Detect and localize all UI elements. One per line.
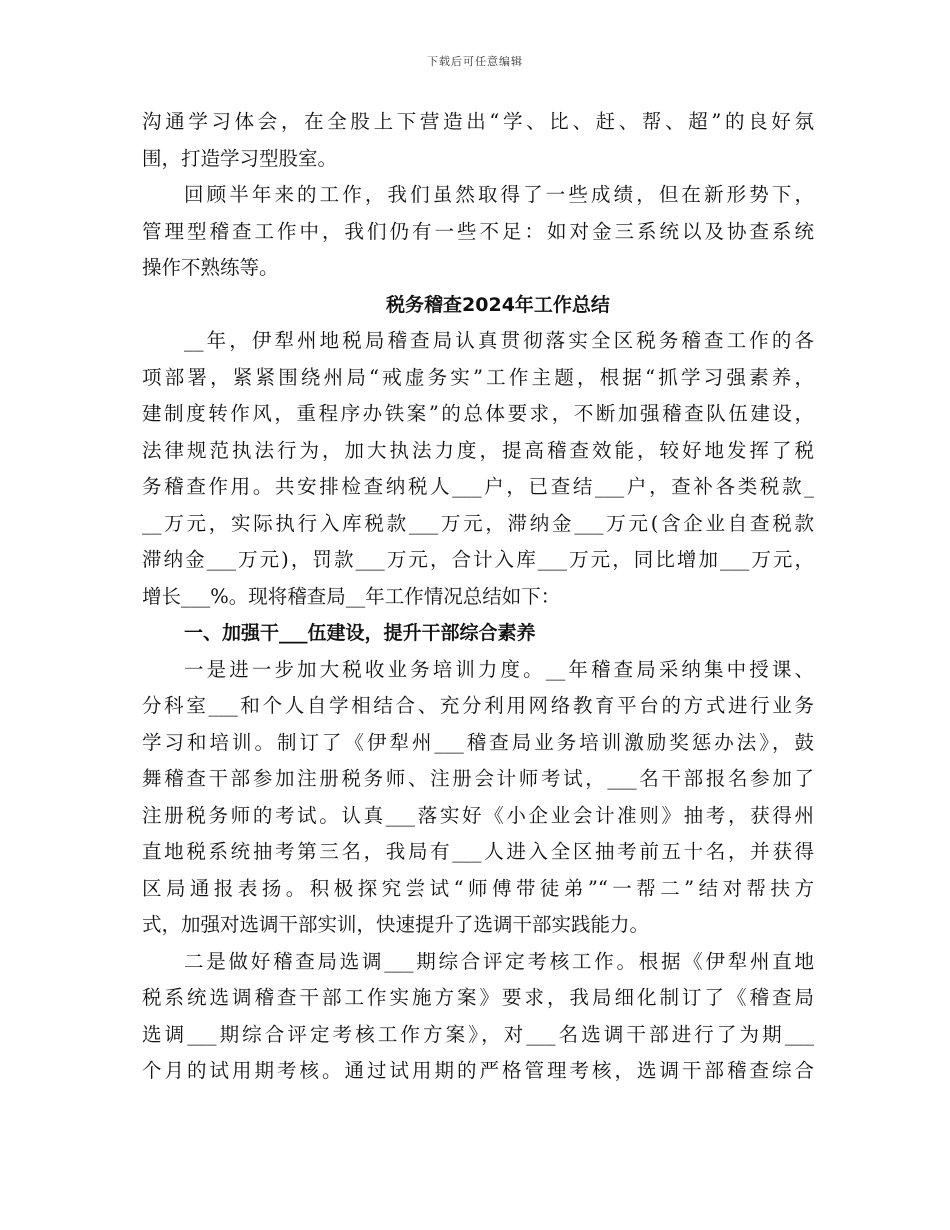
body-line: __年，伊犁州地税局稽查局认真贯彻落实全区税务稽查工作的各 [184, 329, 814, 352]
section-heading: 一、加强干___伍建设，提升干部综合素养 [184, 622, 536, 644]
body-line: 分科室___和个人自学相结合、充分利用网络教育平台的方式进行业务 [142, 694, 814, 717]
body-line: 区局通报表扬。积极探究尝试“师傅带徒弟”“一帮二”结对帮扶方 [142, 876, 814, 900]
body-line: 回顾半年来的工作，我们虽然取得了一些成绩，但在新形势下， [184, 183, 814, 206]
body-line: 滞纳金___万元)，罚款___万元，合计入库___万元，同比增加___万元， [142, 548, 814, 571]
document-title: 税务稽查2024年工作总结 [386, 293, 610, 316]
body-line: 学习和培训。制订了《伊犁州___稽查局业务培训激励奖惩办法》，鼓 [142, 730, 814, 754]
body-line: 选调___期综合评定考核工作方案》，对___名选调干部进行了为期___ [142, 1022, 814, 1046]
body-line: 项部署，紧紧围绕州局“戒虚务实”工作主题，根据“抓学习强素养， [142, 365, 814, 389]
body-line: 一是进一步加大税收业务培训力度。__年稽查局采纳集中授课、 [184, 657, 814, 681]
body-line: 注册税务师的考试。认真___落实好《小企业会计准则》抽考，获得州 [142, 803, 814, 827]
body-line: 建制度转作风，重程序办铁案”的总体要求，不断加强稽查队伍建设， [142, 402, 814, 425]
body-line: __万元，实际执行入库税款___万元，滞纳金___万元(含企业自查税款 [142, 511, 814, 535]
body-line: 增长___%。现将稽查局__年工作情况总结如下： [142, 584, 561, 608]
body-line: 管理型稽查工作中，我们仍有一些不足：如对金三系统以及协查系统 [142, 219, 814, 243]
body-line: 式，加强对选调干部实训，快速提升了选调干部实践能力。 [142, 913, 650, 936]
body-line: 围，打造学习型股室。 [142, 146, 338, 170]
body-line: 直地税系统抽考第三名，我局有___人进入全区抽考前五十名，并获得 [142, 840, 814, 863]
body-line: 法律规范执法行为，加大执法力度，提高稽查效能，较好地发挥了税 [142, 438, 814, 462]
header-note: 下载后可任意编辑 [427, 55, 523, 68]
body-line: 务稽查作用。共安排检查纳税人___户，已查结___户，查补各类税款_ [142, 475, 814, 498]
document-body [142, 104, 814, 1090]
body-line: 二是做好稽查局选调___期综合评定考核工作。根据《伊犁州直地 [184, 949, 814, 973]
body-line: 操作不熟练等。 [142, 256, 279, 279]
body-line: 个月的试用期考核。通过试用期的严格管理考核，选调干部稽查综合 [142, 1059, 814, 1082]
body-line: 舞稽查干部参加注册税务师、注册会计师考试，___名干部报名参加了 [142, 767, 814, 790]
body-line: 税系统选调稽查干部工作实施方案》要求，我局细化制订了《稽查局 [142, 986, 814, 1009]
body-line: 沟通学习体会，在全股上下营造出“学、比、赶、帮、超”的良好氛 [142, 110, 814, 133]
